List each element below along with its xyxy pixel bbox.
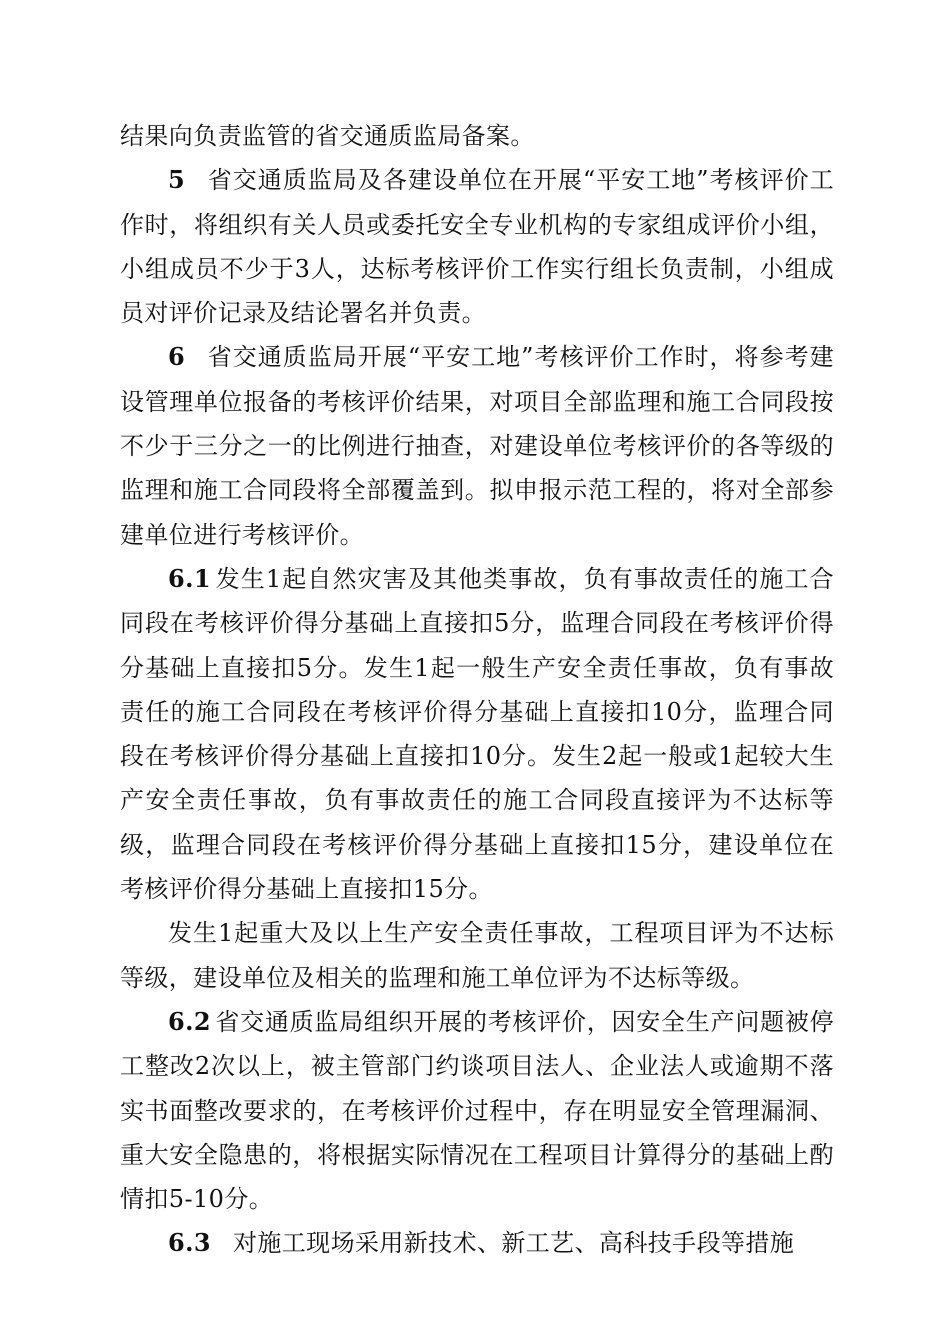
paragraph-text: 省交通质监局开展“平安工地”考核评价工作时，将参考建设管理单位报备的考核评价结果，对项目全部监理和施工合同段按不少于三分之一的比例进行抽查，对建设单位考核评价的各等级的监理和施工合同段将全部覆盖到。拟申报示范工程的，将对全部参建单位进行考核评价。 xyxy=(120,343,834,549)
paragraph-number: 6.1 xyxy=(168,563,211,593)
paragraph-number: 6.3 xyxy=(168,1228,211,1258)
paragraph-major-accident xyxy=(120,911,834,1000)
paragraph-5 xyxy=(120,158,834,335)
paragraph-text: 发生1起自然灾害及其他类事故，负有事故责任的施工合同段在考核评价得分基础上直接扣5分，监理合同段在考核评价得分基础上直接扣5分。发生1起一般生产安全责任事故，负有事故责任的施工合同段在考核评价得分基础上直接扣10分，监理合同段在考核评价得分基础上直接扣10分。发生2起一般或1起较大生产安全责任事故，负有事故责任的施工合同段直接评为不达标等级，监理合同段在考核评价得分基础上直接扣15分，建设单位在考核评价得分基础上直接扣15分。 xyxy=(120,564,834,904)
paragraph-continuation xyxy=(120,114,834,158)
paragraph-text: 省交通质监局及各建设单位在开展“平安工地”考核评价工作时，将组织有关人员或委托安全专业机构的专家组成评价小组，小组成员不少于3人，达标考核评价工作实行组长负责制，小组成员对评价记录及结论署名并负责。 xyxy=(120,166,834,328)
paragraph-text: 结果向负责监管的省交通质监局备案。 xyxy=(120,122,535,150)
paragraph-number: 6 xyxy=(168,342,186,372)
paragraph-text: 省交通质监局组织开展的考核评价，因安全生产问题被停工整改2次以上，被主管部门约谈项目法人、企业法人或逾期不落实书面整改要求的，在考核评价过程中，存在明显安全管理漏洞、重大安全隐患的，将根据实际情况在工程项目计算得分的基础上酌情扣5-10分。 xyxy=(120,1007,834,1214)
paragraph-6-2 xyxy=(120,1000,834,1221)
document-body xyxy=(120,114,834,1266)
paragraph-number: 5 xyxy=(168,165,186,195)
paragraph-6 xyxy=(120,335,834,556)
paragraph-number: 6.2 xyxy=(168,1006,211,1036)
paragraph-text: 发生1起重大及以上生产安全责任事故，工程项目评为不达标等级，建设单位及相关的监理和施工单位评为不达标等级。 xyxy=(120,919,834,992)
paragraph-6-3 xyxy=(120,1221,834,1265)
paragraph-6-1 xyxy=(120,557,834,911)
paragraph-text: 对施工现场采用新技术、新工艺、高科技手段等措施 xyxy=(232,1229,795,1258)
